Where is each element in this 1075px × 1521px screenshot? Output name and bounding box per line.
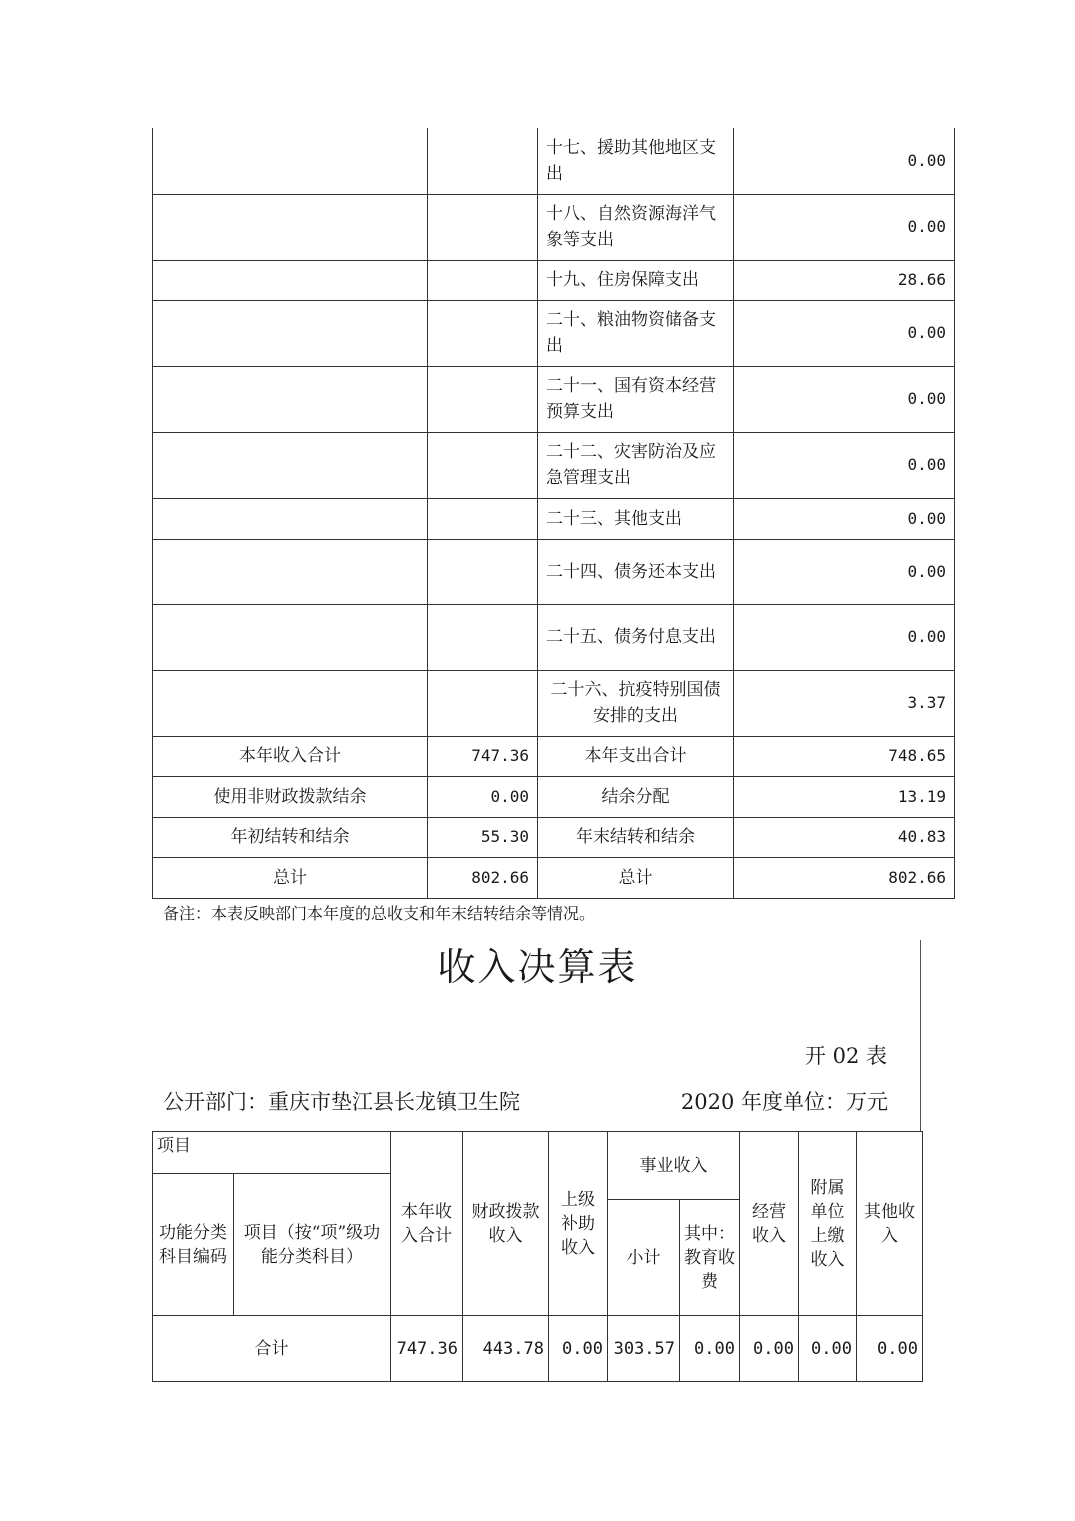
affiliated-value: 0.00 xyxy=(799,1316,857,1382)
income-table xyxy=(152,1131,923,1382)
expense-value: 0.00 xyxy=(734,194,955,260)
header-project: 项目 xyxy=(153,1132,391,1174)
income-value xyxy=(428,604,538,670)
expense-value: 748.65 xyxy=(734,736,955,776)
income-label: 本年收入合计 xyxy=(153,736,428,776)
table-row xyxy=(153,432,955,498)
income-value xyxy=(428,498,538,539)
income-value xyxy=(428,300,538,366)
income-label xyxy=(153,670,428,736)
income-value xyxy=(428,432,538,498)
expense-label: 二十四、债务还本支出 xyxy=(538,539,734,604)
expense-value: 0.00 xyxy=(734,539,955,604)
header-fiscal: 财政拨款收入 xyxy=(463,1132,549,1316)
header-subtotal: 小计 xyxy=(608,1200,680,1316)
superior-value: 0.00 xyxy=(549,1316,608,1382)
income-value xyxy=(428,539,538,604)
income-label xyxy=(153,432,428,498)
income-label xyxy=(153,194,428,260)
header-func-code: 功能分类科目编码 xyxy=(153,1174,234,1316)
expense-value: 0.00 xyxy=(734,432,955,498)
other-value: 0.00 xyxy=(857,1316,923,1382)
table-row xyxy=(153,194,955,260)
table-row xyxy=(153,498,955,539)
expense-label: 十九、住房保障支出 xyxy=(538,260,734,300)
header-project-desc: 项目（按“项”级功能分类科目） xyxy=(234,1174,391,1316)
total-label: 合计 xyxy=(153,1316,391,1382)
income-label xyxy=(153,260,428,300)
income-value xyxy=(428,194,538,260)
expense-label: 二十一、国有资本经营预算支出 xyxy=(538,366,734,432)
summary-row xyxy=(153,857,955,898)
table-row xyxy=(153,670,955,736)
expense-label: 二十五、债务付息支出 xyxy=(538,604,734,670)
income-expense-table xyxy=(152,128,955,899)
page-title: 收入决算表 xyxy=(437,945,638,989)
header-total-income: 本年收入合计 xyxy=(391,1132,463,1316)
table-row xyxy=(153,128,955,194)
expense-value: 0.00 xyxy=(734,300,955,366)
total-income-value: 747.36 xyxy=(391,1316,463,1382)
expense-label: 总计 xyxy=(538,857,734,898)
expense-label: 十八、自然资源海洋气象等支出 xyxy=(538,194,734,260)
summary-row xyxy=(153,736,955,776)
department-label: 公开部门：重庆市垫江县长龙镇卫生院 xyxy=(163,1090,520,1114)
unit-label: 2020 年度单位：万元 xyxy=(680,1090,888,1114)
income-value xyxy=(428,260,538,300)
expense-value: 28.66 xyxy=(734,260,955,300)
expense-label: 十七、援助其他地区支出 xyxy=(538,128,734,194)
expense-value: 802.66 xyxy=(734,857,955,898)
header-affiliated: 附属单位上缴收入 xyxy=(799,1132,857,1316)
operating-value: 0.00 xyxy=(740,1316,799,1382)
header-other: 其他收入 xyxy=(857,1132,923,1316)
income-label xyxy=(153,604,428,670)
subtotal-value: 303.57 xyxy=(608,1316,680,1382)
table-row xyxy=(153,604,955,670)
table-row xyxy=(153,300,955,366)
income-label: 使用非财政拨款结余 xyxy=(153,776,428,817)
expense-value: 0.00 xyxy=(734,604,955,670)
expense-value: 0.00 xyxy=(734,128,955,194)
summary-row xyxy=(153,817,955,857)
income-label: 年初结转和结余 xyxy=(153,817,428,857)
expense-value: 0.00 xyxy=(734,498,955,539)
table-row xyxy=(153,366,955,432)
expense-label: 年末结转和结余 xyxy=(538,817,734,857)
income-label: 总计 xyxy=(153,857,428,898)
expense-label: 二十、粮油物资储备支出 xyxy=(538,300,734,366)
income-label xyxy=(153,498,428,539)
table-note: 备注：本表反映部门本年度的总收支和年末结转结余等情况。 xyxy=(163,904,596,923)
header-education: 其中：教育收费 xyxy=(680,1200,740,1316)
header-row xyxy=(153,1132,923,1174)
expense-label: 二十六、抗疫特别国债安排的支出 xyxy=(538,670,734,736)
income-label xyxy=(153,300,428,366)
expense-value: 40.83 xyxy=(734,817,955,857)
income-value: 55.30 xyxy=(428,817,538,857)
income-value xyxy=(428,670,538,736)
education-value: 0.00 xyxy=(680,1316,740,1382)
expense-value: 13.19 xyxy=(734,776,955,817)
income-value xyxy=(428,366,538,432)
total-row xyxy=(153,1316,923,1382)
expense-value: 3.37 xyxy=(734,670,955,736)
header-operating: 经营收入 xyxy=(740,1132,799,1316)
summary-row xyxy=(153,776,955,817)
income-label xyxy=(153,128,428,194)
expense-label: 二十二、灾害防治及应急管理支出 xyxy=(538,432,734,498)
expense-value: 0.00 xyxy=(734,366,955,432)
income-label xyxy=(153,539,428,604)
table-row xyxy=(153,260,955,300)
expense-label: 二十三、其他支出 xyxy=(538,498,734,539)
income-value: 0.00 xyxy=(428,776,538,817)
table-row xyxy=(153,539,955,604)
income-value: 802.66 xyxy=(428,857,538,898)
fiscal-value: 443.78 xyxy=(463,1316,549,1382)
income-value: 747.36 xyxy=(428,736,538,776)
income-value xyxy=(428,128,538,194)
income-label xyxy=(153,366,428,432)
form-code: 开 02 表 xyxy=(804,1044,887,1068)
header-superior: 上级补助收入 xyxy=(549,1132,608,1316)
expense-label: 结余分配 xyxy=(538,776,734,817)
expense-label: 本年支出合计 xyxy=(538,736,734,776)
header-business: 事业收入 xyxy=(608,1132,740,1200)
